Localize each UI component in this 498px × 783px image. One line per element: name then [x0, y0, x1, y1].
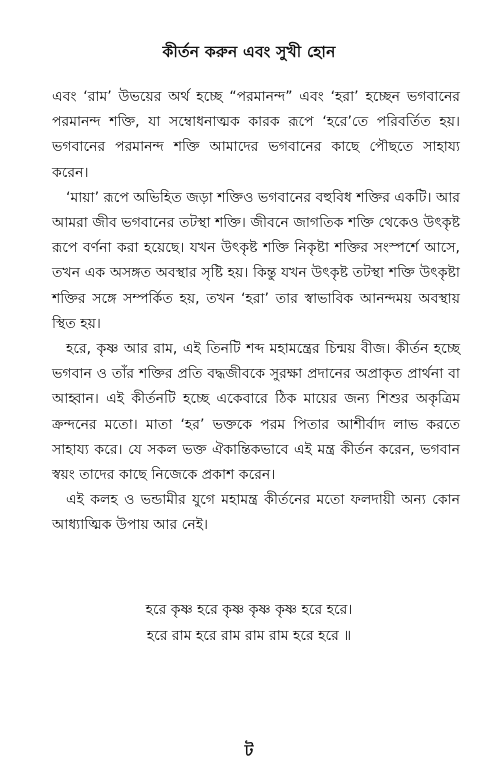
paragraph-2: ‘মায়া’ রূপে অভিহিত জড়া শক্তিও ভগবানের বহুবিধ শক্তির একটি। আর আমরা জীব ভগবানের তটস্থা শক্তি। জীবনে জাগতিক শক্তি থেকেও উৎকৃষ্ট রূপে বর্ণনা করা হয়েছে। যখন উৎকৃষ্ট শক্তি নিকৃষ্টা শক্তির সংস্পর্শে আসে, তখন এক অসঙ্গত অবস্থার সৃষ্টি হয়। কিন্তু যখন উৎকৃষ্ট তটস্থা শক্তি উৎকৃষ্টা শক্তির সঙ্গে সম্পর্কিত হয়, তখন ‘হরা’ তার স্বাভাবিক আনন্দময় অবস্থায় স্থিত হয়। [52, 189, 460, 332]
paragraph-4: এই কলহ ও ভন্ডামীর যুগে মহামন্ত্র কীর্তনের মতো ফলদায়ী অন্য কোন আধ্যাত্মিক উপায় আর নেই। [52, 492, 460, 534]
mantra-line-1: হরে কৃষ্ণ হরে কৃষ্ণ কৃষ্ণ কৃষ্ণ হরে হরে। [145, 602, 353, 618]
paragraph-1: এবং ‘রাম’ উভয়ের অর্থ হচ্ছে “পরমানন্দ” এবং ‘হরা’ হচ্ছেন ভগবানের পরমানন্দ শক্তি, যা সম্বোধনাত্মক কারক রূপে ‘হরে’তে পরিবর্তিত হয়। ভগবানের পরমানন্দ শক্তি আমাদের ভগবানের কাছে পৌছতে সাহায্য করেন। [52, 89, 460, 181]
page-number: ট [244, 741, 254, 760]
page-title: কীর্তন করুন এবং সুখী হোন [162, 43, 336, 61]
paragraph-3: হরে, কৃষ্ণ আর রাম, এই তিনটি শব্দ মহামন্ত্রের চিন্ময় বীজ। কীর্তন হচ্ছে ভগবান ও তাঁর শক্তির প্রতি বদ্ধজীবকে সুরক্ষা প্রদানের অপ্রাকৃত প্রার্থনা বা আহ্বান। এই কীর্তনটি হচ্ছে একেবারে ঠিক মায়ের জন্য শিশুর অকৃত্রিম ক্রন্দনের মতো। মাতা ‘হর’ ভক্তকে পরম পিতার আশীর্বাদ লাভ করতে সাহায্য করে। যে সকল ভক্ত ঐকান্তিকভাবে এই মন্ত্র কীর্তন করেন, ভগবান স্বয়ং তাদের কাছে নিজেকে প্রকাশ করেন। [52, 341, 460, 484]
body-text [52, 85, 460, 539]
mantra-line-2: হরে রাম হরে রাম রাম রাম হরে হরে ॥ [146, 628, 352, 644]
